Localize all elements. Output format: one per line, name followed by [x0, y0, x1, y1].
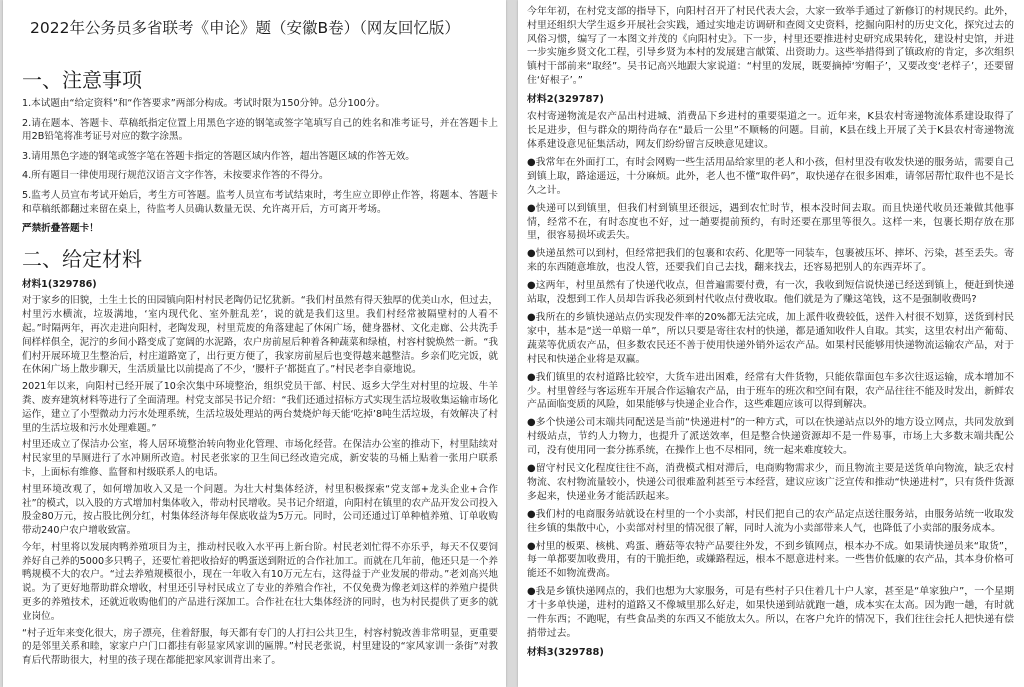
notice-item: 4.所有题目一律使用现行规范汉语言文字作答，未按要求作答的不得分。 [22, 170, 329, 182]
section-heading-notices: 一、注意事项 [22, 68, 142, 92]
netizen-comment: ●我是乡镇快递网点的，我们也想为大家服务，可是有些村子只住着几十户人家，甚至是“单家独户”，一个星期才十多单快递，进村的道路又不像城里那么好走，如果快递到站就跑一趟，成本实在太高。因为跑一趟，有时就一件东西；不跑呢，有些食品类的东西又不能放太久。所以，在客户允许的情况下，我们往往会托人把快递有偿捎带过去。 [527, 586, 1014, 639]
material-paragraph: 村里还成立了保洁办公室，将人居环境整治转向物业化管理、市场化经营。在保洁办公室的推动下，村里陆续对村民家里的旱厕进行了水冲厕所改造。村民老张家的卫生间已经改造完成，新安装的马桶上贴着一张用户联系卡，上面标有维修、监督和村级联系人的电话。 [22, 439, 498, 478]
material-paragraph: 对于家乡的旧貌，土生土长的田园镇向阳村村民老陶仍记忆犹新。“我们村虽然有得天独厚的优美山水，但过去，村里污水横流，垃圾满地，‘室内现代化、室外脏乱差’，说的就是我们这里。我们村经常被隔壁村的人看不起。”时隔两年，再次走进向阳村，老陶发现，村里荒废的角落建起了休闲广场，健身器材、文化走廊、公共洗手间样样俱全，泥泞的乡间小路变成了宽阔的水泥路，农户房前屋后种着各种蔬菜和绿植，村容村貌焕然一新。“我们村开展环境卫生整治后，村庄道路宽了，出行更方便了，我家房前屋后也变得越来越整洁。乡亲们吃完饭，就在休闲广场上散步聊天，生活质量比以前提高了不少，‘腰杆子’都挺直了。”村民老李自豪地说。 [22, 295, 498, 376]
netizen-comment: ●多个快递公司末端共同配送是当前“快递进村”的一种方式，可以在快递站点以外的地方设立网点，共同发放到村级站点，节约人力物力，也提升了派送效率，但是整合快递资源却不是一件易事，市场上大多数末端共配公司，没有使用同一套分拣系统，在操作上也不尽相同，统一起来难度较大。 [527, 417, 1014, 456]
section-heading-materials: 二、给定材料 [22, 246, 142, 271]
material-paragraph: “村子近年来变化很大，房子漂亮，住着舒服，每天都有专门的人打扫公共卫生，村容村貌改善非常明显，更重要的是邻里关系和睦，家家户户门口都挂有彰显家风家训的匾牌。”村民老张说，村里建设的“家风家训一条街”对教育后代帮助很大，村里的孩子现在都能把家风家训背出来了。 [22, 627, 498, 667]
document-page-right [518, 0, 1024, 687]
netizen-comment: ●我所在的乡镇快递站点仍实现发件率的20%都无法完成，加上派件收费较低，送件入村很不划算，送货到村民家中，基本是“送一单赔一单”，所以只要是寄往农村的快递，都是通知收件人自取。其实，这里农村出产葡萄、蔬菜等优质农产品，但多数农民还不善于使用快递外销外运农产品。如果村民能够用快递物流运输农产品，对于村民和快递企业将是双赢。 [527, 312, 1014, 365]
document-title: 2022年公务员多省联考《申论》题（安徽B卷）（网友回忆版） [30, 19, 460, 37]
netizen-comment: ●我们村的电商服务站就设在村里的一个小卖部，村民们把自己的农产品定点送往服务站，由服务站统一收取发往乡镇的集散中心，小卖部对村里的情况很了解，同时人流为小卖部带来人气，也降低了小卖部的服务成本。 [527, 508, 1014, 534]
material-paragraph: 村里环境改观了，如何增加收入又是一个问题。为壮大村集体经济，村里积极探索“党支部+龙头企业+合作社”的模式，以入股的方式增加村集体收入，带动村民增收。吴书记介绍道，向阳村在镇里的农产品开发公司投入股金80万元，按占股比例分红，村集体经济每年保底收益为5万元。同时，公司还通过订单种植养殖、订单收购带动240户农户增收致富。 [22, 483, 498, 537]
material-2-intro: 农村寄递物流是农产品出村进城、消费品下乡进村的重要渠道之一。近年来，K县农村寄递物流体系建设取得了长足进步，但与群众的期待尚存在“最后一公里”不顺畅的问题。目前，K县在线上开展了关于K县农村寄递物流体系建设意见征集活动，网友们纷纷留言反映意见建议。 [527, 111, 1014, 150]
notice-item: 5.监考人员宣布考试开始后，考生方可答题。监考人员宣布考试结束时，考生应立即停止作答，将题本、答题卡和草稿纸都翻过来留在桌上，待监考人员确认数量无误、允许离开后，方可离开考场。 [22, 189, 498, 215]
notice-warning: 严禁折叠答题卡！ [22, 223, 99, 235]
netizen-comment: ●村里的板栗、核桃、鸡蛋、蘑菇等农特产品要往外发，不到乡镇网点，根本办不成。如果请快递员来“取货”，每一单都要加收费用，有的干脆拒绝，或嫌路程远，根本不愿意进村来。一些售价低廉的农产品，其本身价格可能还不如物流费高。 [527, 540, 1014, 580]
material-1-label: 材料1(329786) [22, 278, 97, 290]
notice-item: 3.请用黑色字迹的钢笔或签字笔在答题卡指定的答题区域内作答，超出答题区域的作答无效。 [22, 150, 415, 162]
notice-item: 1.本试题由“给定资料”和“作答要求”两部分构成。考试时限为150分钟。总分100分。 [22, 98, 386, 109]
netizen-comment: ●这两年，村里虽然有了快递代收点，但普遍需要付费，有一次，我收到短信说快递已经送到镇上，便赶到快递站取，没想到工作人员却告诉我必须到村代收点付费收取。他们就是为了赚这笔钱，这不是强制收费吗? [527, 280, 1014, 306]
netizen-comment: ●留守村民文化程度往往不高，消费模式相对滞后，电商购物需求少，而且物流主要是送货单向物流，缺乏农村物流、农村物流量较小，快递公司很难盈利甚至亏本经营，建议应该广泛宣传和推动“快递进村”，只有货件货源多起来，快递业务才能活跃起来。 [527, 463, 1014, 502]
material-paragraph: 2021年以来，向阳村已经开展了10余次集中环境整治，组织党员干部、村民、返乡大学生对村里的垃圾、牛羊粪、废弃建筑材料等进行了全面清理。村党支部吴书记介绍：“我们还通过招标方式实现生活垃圾收集运输市场化运作，建立了小型微动力污水处理系统，生活垃圾处理站的两台焚烧炉每天能‘吃掉’8吨生活垃圾，有效解决了村里的生活垃圾和污水处理难题。” [22, 381, 498, 434]
document-page-left [3, 0, 506, 687]
netizen-comment: ●我常年在外面打工，有时会网购一些生活用品给家里的老人和小孩，但村里没有收发快递的服务站，需要自己到镇上取，路途遥远，十分麻烦。此外，老人也不懂“取件码”，取快递存在很多困难，请邻居帮忙取件也不是长久之计。 [527, 157, 1014, 196]
material-paragraph: 今年，村里将以发展肉鸭养殖项目为主，推动村民收入水平再上新台阶。村民老刘忙得不亦乐乎，每天不仅要饲养好自己养的5000多只鸭子，还要忙着把收拾好的鸭蛋送到附近的合作社加工。而就在几年前，他还只是一个养鸭规模不大的农户。“过去养殖规模很小，现在一年收入有10万元左右，这得益于产业发展的带动。”老刘高兴地说。为了更好地帮助群众增收，村里还引导村民成立了专业的养殖合作社，不仅免费为像老刘这样的养殖户提供更多的养殖技术，还就近收购他们的产品进行深加工。合作社在壮大集体经济的同时，也为村民提供了更多的就业岗位。 [22, 541, 498, 622]
material-2-label: 材料2(329787) [527, 93, 604, 105]
netizen-comment: ●快递虽然可以到村，但经常把我们的包裹和农药、化肥等一同装车，包裹被压坏、摔坏、污染，甚至丢失。寄来的东西随意堆放，也没人管，还要我们自己去找，翻来找去，还容易把别人的东西弄坏了。 [527, 248, 1014, 274]
material-3-label: 材料3(329788) [527, 646, 604, 658]
material-paragraph: 今年年初，在村党支部的指导下，向阳村召开了村民代表大会，大家一致举手通过了新修订的村规民约。此外，村里还组织大学生返乡开展社会实践，通过实地走访调研和查阅文史资料，挖掘向阳村的历史文化，探究过去的风俗习惯，编写了一本图文并茂的《向阳村史》。下一步，村里还要推进村史研究成果转化，建设村史馆，并进一步实施乡贤文化工程，引导乡贤为本村的发展建言献策、出资助力。这些举措得到了镇政府的肯定，多次组织镇村干部前来“取经”。吴书记高兴地跟大家说道：“村里的发展，既要摘掉‘穷帽子’，又要改变‘老样子’，还要留住‘好根子’。” [527, 6, 1014, 86]
notice-item: 2.请在题本、答题卡、草稿纸指定位置上用黑色字迹的钢笔或签字笔填写自己的姓名和准考证号，并在答题卡上用2B铅笔将准考证号对应的数字涂黑。 [22, 117, 498, 143]
netizen-comment: ●我们镇里的农村道路比较窄，大货车进出困难，经常有大件货物，只能依靠面包车多次往返运输，成本增加不少。村里曾经与客运班车开展合作运输农产品，由于班车的班次和空间有限，农产品往往不能及时发出，新鲜农产品面临变质的风险，如果能够与快递企业合作，这些难题应该可以得到解决。 [527, 371, 1014, 411]
netizen-comment: ●快递可以到镇里，但我们村到镇里还很远，遇到农忙时节，根本没时间去取。而且快递代收员还兼做其他事情，经常不在，有时态度也不好，过一趟要提前预约，有时还要在那里等很久。这样一来，包裹长期存放在那里，很容易损坏或丢失。 [527, 202, 1014, 242]
